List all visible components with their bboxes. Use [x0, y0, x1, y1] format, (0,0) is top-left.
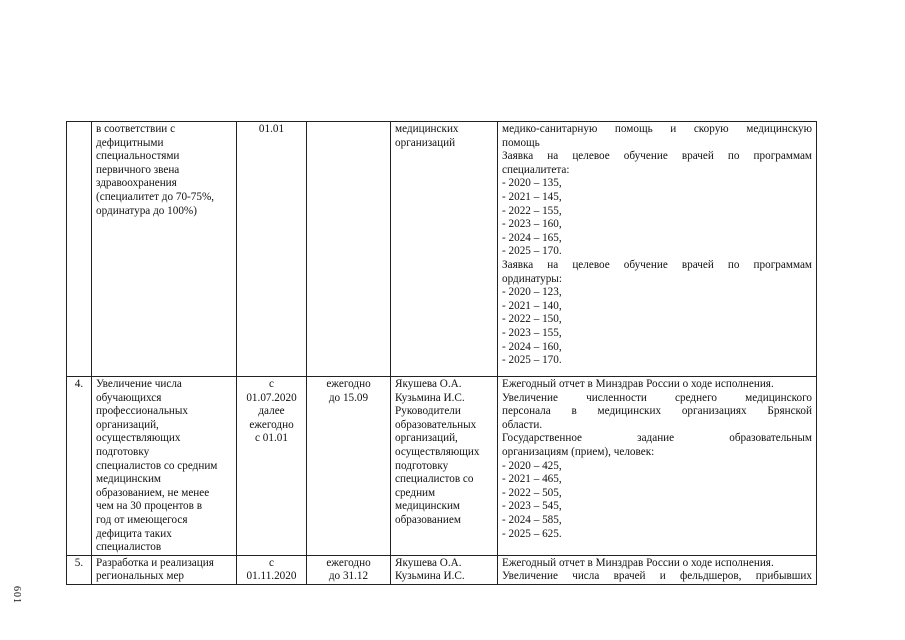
result-cell: [498, 377, 817, 556]
start-date-cell: [237, 377, 307, 556]
row-number-cell: [67, 122, 92, 377]
cell-line: - 2021 – 465,: [502, 473, 562, 486]
cell-line: осуществляющих: [96, 432, 181, 445]
result-cell: [498, 555, 817, 584]
cell-line: до 31.12: [328, 570, 369, 583]
cell-line: дефицита таких: [96, 527, 172, 540]
row-number: 4.: [74, 378, 84, 390]
cell-line: организаций: [395, 136, 456, 149]
cell-line: в соответствии с: [96, 123, 176, 135]
cell-line: персонала в медицинских организациях Брянской: [502, 405, 812, 418]
cell-line: образованием: [395, 513, 461, 526]
cell-line: здравоохранения: [96, 177, 177, 190]
cell-line: специалистов: [96, 541, 162, 554]
cell-line: - 2025 – 170.: [502, 354, 562, 367]
cell-line: специалитета:: [502, 163, 570, 176]
period-cell: [307, 122, 391, 377]
page-number: 601: [11, 586, 22, 604]
cell-line: медицинских: [395, 123, 459, 135]
cell-line: - 2024 – 165,: [502, 231, 562, 244]
cell-line: с: [269, 556, 274, 569]
table-row: [67, 555, 817, 584]
start-date-cell: [237, 122, 307, 377]
cell-line: средним: [395, 486, 436, 499]
cell-line: осуществляющих: [395, 445, 480, 458]
cell-line: ординатуры:: [502, 272, 562, 285]
cell-line: Якушева О.А.: [395, 556, 462, 569]
plan-table: [66, 121, 817, 585]
period-cell: [307, 377, 391, 556]
cell-line: специальностями: [96, 150, 180, 163]
cell-line: - 2025 – 170.: [502, 245, 562, 258]
cell-line: Ежегодный отчет в Минздрав России о ходе исполнения.: [502, 556, 774, 569]
cell-line: до 15.09: [328, 391, 369, 404]
cell-line: Разработка и реализация: [96, 556, 214, 569]
row-number-cell: [67, 555, 92, 584]
cell-line: образованием, не менее: [96, 486, 210, 499]
cell-line: помощь: [502, 136, 540, 149]
measure-name-cell: [92, 377, 237, 556]
cell-line: ежегодно: [326, 556, 371, 569]
cell-line: с 01.01: [255, 432, 288, 445]
cell-line: Кузьмина И.С.: [395, 391, 465, 404]
cell-line: медицинским: [96, 473, 162, 486]
cell-line: - 2022 – 150,: [502, 313, 562, 326]
cell-line: Кузьмина И.С.: [395, 570, 465, 583]
cell-line: - 2024 – 585,: [502, 513, 562, 526]
cell-line: медико-санитарную помощь и скорую медицинскую: [502, 123, 812, 135]
cell-line: Заявка на целевое обучение врачей по программам: [502, 258, 812, 271]
cell-line: - 2023 – 160,: [502, 218, 562, 231]
cell-line: Увеличение числа: [96, 378, 182, 390]
cell-line: ежегодно: [249, 418, 294, 431]
measure-name-cell: [92, 122, 237, 377]
cell-line: - 2025 – 625.: [502, 527, 562, 540]
cell-line: - 2020 – 123,: [502, 286, 562, 299]
cell-line: - 2021 – 145,: [502, 190, 562, 203]
cell-line: ординатура до 100%): [96, 204, 197, 217]
cell-line: Ежегодный отчет в Минздрав России о ходе исполнения.: [502, 378, 774, 390]
cell-line: подготовку: [96, 445, 150, 458]
cell-line: (специалитет до 70-75%,: [96, 190, 215, 203]
cell-line: области.: [502, 418, 543, 431]
measure-name-cell: [92, 555, 237, 584]
cell-line: - 2024 – 160,: [502, 340, 562, 353]
cell-line: Увеличение численности среднего медицинского: [502, 391, 812, 404]
cell-line: первичного звена: [96, 163, 180, 176]
cell-line: - 2022 – 155,: [502, 204, 562, 217]
cell-line: - 2021 – 140,: [502, 299, 562, 312]
cell-line: 01.07.2020: [246, 391, 297, 404]
cell-line: медицинским: [395, 500, 461, 513]
cell-line: - 2020 – 425,: [502, 459, 562, 472]
cell-line: обучающихся: [96, 391, 162, 404]
cell-line: Якушева О.А.: [395, 378, 462, 390]
cell-line: ежегодно: [326, 378, 371, 390]
cell-line: - 2022 – 505,: [502, 486, 562, 499]
cell-line: организациям (прием), человек:: [502, 445, 655, 458]
cell-line: региональных мер: [96, 570, 184, 583]
table-row: [67, 122, 817, 377]
cell-line: чем на 30 процентов в: [96, 500, 203, 513]
result-cell: [498, 122, 817, 377]
period-cell: [307, 555, 391, 584]
cell-line: образовательных: [395, 418, 477, 431]
executor-cell: [391, 377, 498, 556]
executor-cell: [391, 122, 498, 377]
cell-line: - 2023 – 155,: [502, 326, 562, 339]
cell-line: - 2023 – 545,: [502, 500, 562, 513]
cell-line: - 2020 – 135,: [502, 177, 562, 190]
cell-line: организаций,: [96, 418, 159, 431]
cell-line: Заявка на целевое обучение врачей по программам: [502, 150, 812, 163]
cell-line: профессиональных: [96, 405, 189, 418]
cell-line: 01.11.2020: [246, 570, 297, 583]
cell-line: подготовку: [395, 459, 449, 472]
cell-line: дефицитными: [96, 136, 164, 149]
cell-line: Увеличение числа врачей и фельдшеров, прибывших: [502, 570, 812, 583]
cell-line: 01.01: [258, 123, 285, 135]
executor-cell: [391, 555, 498, 584]
row-number: 5.: [74, 556, 84, 569]
row-number-cell: [67, 377, 92, 556]
cell-line: специалистов со средним: [96, 459, 218, 472]
cell-line: с: [269, 378, 274, 390]
cell-line: Государственное задание образовательным: [502, 432, 812, 445]
table-row: [67, 377, 817, 556]
cell-line: далее: [258, 405, 285, 418]
cell-line: организаций,: [395, 432, 458, 445]
cell-line: специалистов со: [395, 473, 474, 486]
start-date-cell: [237, 555, 307, 584]
cell-line: год от имеющегося: [96, 513, 188, 526]
cell-line: Руководители: [395, 405, 461, 418]
